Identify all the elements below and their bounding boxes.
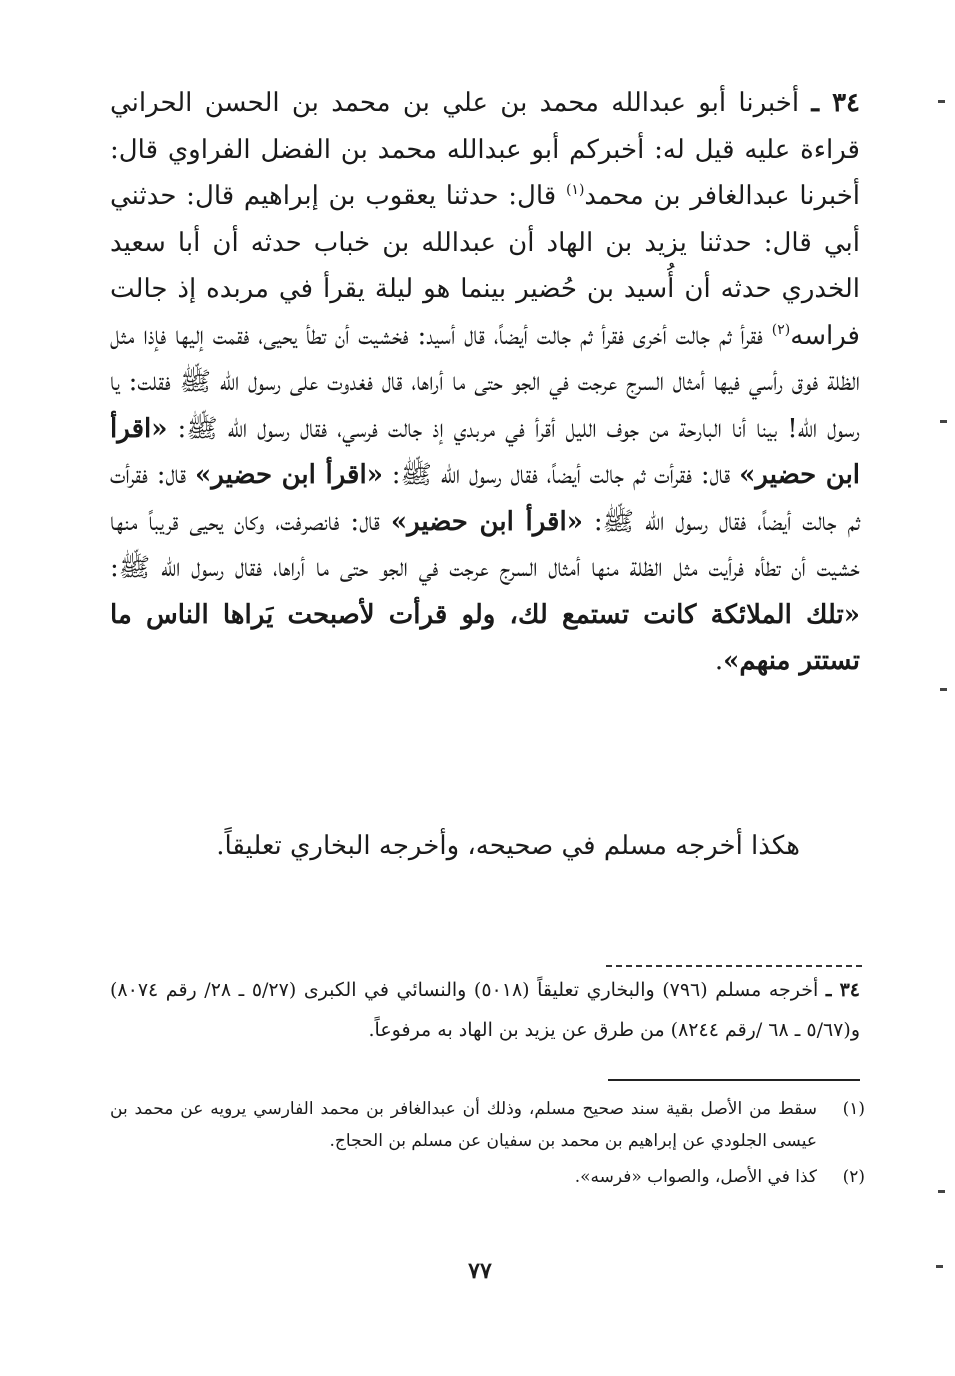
margin-mark [938, 100, 945, 103]
footnote-mark: (١) [842, 1099, 865, 1119]
footnote-text: كذا في الأصل، والصواب «فرسه». [574, 1167, 817, 1187]
hadith-text: فقرأ ثم جالت أخرى فقرأ ثم جالت أيضاً، قال أسيد: فخشيت أن تطأ يحيى، فقمت إليها فإذا مثل الظلة فوق رأسي فيها أمثال السرج عرجت في الجو حتى ما أراها، قال فغدوت على رسول الله ﷺ فقلت: يا رسول الله! بينا أنا البارحة من جوف الليل أقرأ في مربدي إذ جالت فرسي، فقال رسول الله ﷺ: [110, 320, 860, 444]
margin-mark [940, 420, 947, 423]
hadith-text: قال: فقرأت ثم جالت أيضاً، فقال رسول الله ﷺ: [391, 460, 731, 490]
hadith-text: قال: فقرأت ثم جالت أيضاً، فقال رسول الله ﷺ: [110, 460, 861, 537]
margin-mark [940, 688, 947, 691]
footnote-divider [608, 1079, 860, 1081]
hadith-text: قال: حدثنا يعقوب بن إبراهيم قال: حدثني أبي قال: حدثنا يزيد بن الهاد أن عبدالله بن خباب حدثه أن أبا سعيد الخدري حدثه أن أُسيد بن حُضير بينما هو ليلة يقرأ في مربده إذ جالت فراسه [110, 181, 860, 351]
hadith-text: أخبرنا أبو عبدالله محمد بن علي بن محمد بن الحسن الحراني قراءة عليه قيل له: أخبركم أبو عبدالله محمد بن الفضل الفراوي قال: أخبرنا عبدالغافر بن محمد [110, 88, 861, 211]
footnote-ref-1: (١) [565, 182, 585, 198]
footnote-1 [110, 1093, 865, 1157]
prophet-quote-final: «تلك الملائكة كانت تستمع لك، ولو قرأت لأصبحت يَراها الناس ما تستتر منهم» [110, 599, 860, 676]
margin-mark [936, 1265, 943, 1268]
footnotes [110, 1093, 865, 1197]
footnote-text: سقط من الأصل بقية سند صحيح مسلم، وذلك أن عبدالغافر بن محمد الفارسي يرويه عن محمد بن عيسى الجلودي عن إبراهيم بن محمد بن سفيان عن مسلم بن الحجاج. [110, 1099, 817, 1151]
prophet-quote: «اقرأ ابن حضير» [110, 413, 861, 490]
takhrij-number: ٣٤ ـ [825, 979, 860, 1001]
prophet-quote: «اقرأ ابن حضير» [390, 506, 583, 537]
footnote-ref-2: (٢) [771, 321, 791, 338]
takhrij-text: أخرجه مسلم (٧٩٦) والبخاري تعليقاً (٥٠١٨) والنسائي في الكبرى (٥/٢٧ ـ ٢٨/ رقم ٨٠٧٤) و(٥/٦٧ ـ ٦٨ /رقم ٨٢٤٤) من طرق عن يزيد بن الهاد به مرفوعاً. [110, 979, 860, 1041]
page-number: ٧٧ [468, 1258, 492, 1284]
dashed-divider [606, 965, 862, 967]
prophet-quote: «اقرأ ابن حضير» [194, 460, 383, 490]
conclusion-line: هكذا أخرجه مسلم في صحيحه، وأخرجه البخاري تعليقاً. [216, 831, 800, 861]
end-mark: . [714, 646, 724, 676]
hadith-text: قال: فانصرفت، وكان يحيى قريباً منها خشيت أن تطأه فرأيت مثل الظلة منها أمثال السرج عرجت في الجو حتى ما أراها، فقال رسول الله ﷺ: [110, 506, 860, 583]
margin-mark [938, 1190, 945, 1193]
hadith-paragraph [110, 80, 860, 685]
hadith-body [110, 80, 860, 685]
footnote-mark: (٢) [842, 1167, 865, 1187]
takhrij-note [110, 970, 860, 1050]
hadith-number: ٣٤ ـ [811, 88, 861, 118]
footnote-2 [110, 1161, 865, 1193]
